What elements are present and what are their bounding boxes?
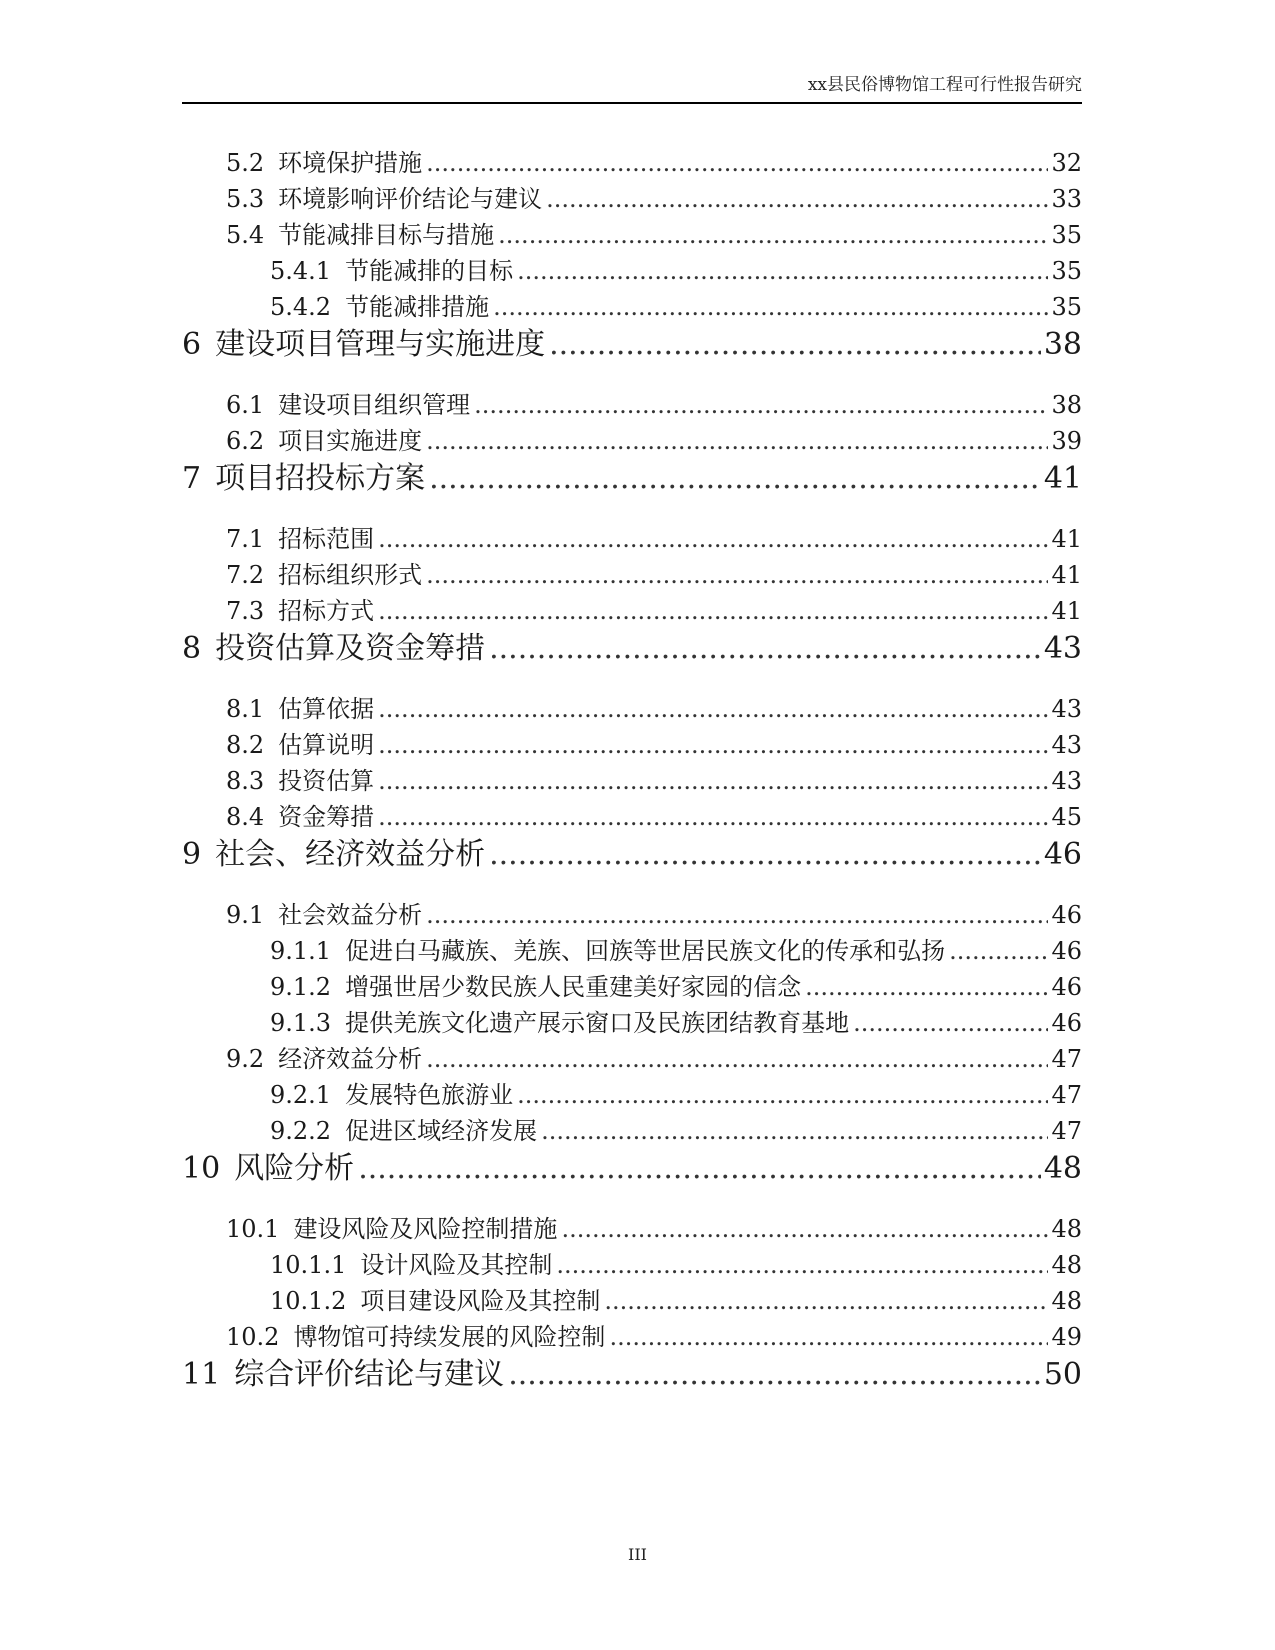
toc-entry-title: 促进白马藏族、羌族、回族等世居民族文化的传承和弘扬 <box>345 937 946 965</box>
toc-dot-leader <box>378 727 1048 763</box>
toc-entry[interactable] <box>182 763 1082 799</box>
toc-entry-title: 项目招投标方案 <box>215 461 426 496</box>
toc-entry[interactable] <box>182 1041 1082 1077</box>
toc-entry[interactable] <box>182 799 1082 835</box>
toc-entry-page: 48 <box>1051 1251 1082 1279</box>
toc-entry-page: 48 <box>1051 1215 1082 1243</box>
toc-dot-leader <box>426 557 1048 593</box>
toc-entry-title: 招标方式 <box>278 597 375 625</box>
toc-entry-number: 11 <box>182 1357 221 1392</box>
toc-entry-title: 综合评价结论与建议 <box>234 1357 505 1392</box>
toc-dot-leader <box>561 1211 1048 1247</box>
toc-entry-title: 促进区域经济发展 <box>345 1117 538 1145</box>
toc-dot-leader <box>378 763 1048 799</box>
toc-entry-title: 环境影响评价结论与建议 <box>278 185 543 213</box>
toc-entry[interactable] <box>182 1005 1082 1041</box>
toc-entry-title: 社会、经济效益分析 <box>215 837 486 872</box>
toc-entry-number: 8.2 <box>226 731 265 759</box>
toc-dot-leader <box>426 897 1048 933</box>
toc-entry-number: 7.1 <box>226 525 265 553</box>
toc-entry-page: 43 <box>1043 631 1082 666</box>
toc-entry[interactable] <box>182 1283 1082 1319</box>
toc-entry-number: 8 <box>182 631 202 666</box>
toc-dot-leader <box>378 691 1048 727</box>
toc-dot-leader <box>426 1041 1048 1077</box>
toc-entry-title: 节能减排的目标 <box>345 257 514 285</box>
toc-entry-number: 6.1 <box>226 391 265 419</box>
toc-dot-leader <box>549 325 1041 365</box>
toc-entry-number: 8.1 <box>226 695 265 723</box>
toc-entry-number: 10.1 <box>226 1215 280 1243</box>
toc-dot-leader <box>429 459 1041 499</box>
toc-entry-title: 招标组织形式 <box>278 561 423 589</box>
toc-entry-title: 节能减排目标与措施 <box>278 221 495 249</box>
toc-entry[interactable] <box>182 933 1082 969</box>
toc-entry-page: 46 <box>1051 973 1082 1001</box>
toc-dot-leader <box>489 629 1041 669</box>
toc-entry-number: 5.4 <box>226 221 265 249</box>
toc-dot-leader <box>949 933 1048 969</box>
toc-entry-number: 7.3 <box>226 597 265 625</box>
toc-dot-leader <box>609 1319 1048 1355</box>
toc-entry[interactable] <box>182 459 1082 499</box>
toc-entry-number: 5.2 <box>226 149 265 177</box>
toc-entry-title: 社会效益分析 <box>278 901 423 929</box>
toc-entry-title: 投资估算 <box>278 767 375 795</box>
toc-entry-number: 9 <box>182 837 202 872</box>
toc-entry-number: 10.1.1 <box>270 1251 347 1279</box>
toc-entry-number: 5.4.1 <box>270 257 332 285</box>
toc-entry-number: 10.1.2 <box>270 1287 347 1315</box>
toc-entry-title: 博物馆可持续发展的风险控制 <box>293 1323 606 1351</box>
toc-entry-page: 47 <box>1051 1081 1082 1109</box>
toc-entry-page: 43 <box>1051 695 1082 723</box>
toc-entry[interactable] <box>182 1149 1082 1189</box>
toc-entry[interactable] <box>182 423 1082 459</box>
toc-entry[interactable] <box>182 1113 1082 1149</box>
toc-entry[interactable] <box>182 521 1082 557</box>
toc-entry-number: 9.1 <box>226 901 265 929</box>
toc-entry-page: 47 <box>1051 1117 1082 1145</box>
toc-entry-number: 5.3 <box>226 185 265 213</box>
toc-dot-leader <box>517 253 1048 289</box>
toc-entry[interactable] <box>182 387 1082 423</box>
toc-entry-number: 8.3 <box>226 767 265 795</box>
toc-entry-page: 43 <box>1051 731 1082 759</box>
toc-entry[interactable] <box>182 289 1082 325</box>
toc-entry-title: 设计风险及其控制 <box>360 1251 553 1279</box>
toc-entry[interactable] <box>182 897 1082 933</box>
toc-entry[interactable] <box>182 325 1082 365</box>
toc-entry[interactable] <box>182 145 1082 181</box>
toc-entry-page: 49 <box>1051 1323 1082 1351</box>
toc-entry-number: 9.1.2 <box>270 973 332 1001</box>
toc-dot-leader <box>378 521 1048 557</box>
toc-entry-title: 资金筹措 <box>278 803 375 831</box>
toc-dot-leader <box>546 181 1048 217</box>
header-title: xx县民俗博物馆工程可行性报告研究 <box>807 75 1082 95</box>
table-of-contents <box>182 145 1082 1417</box>
toc-entry-page: 46 <box>1051 901 1082 929</box>
toc-entry-title: 建设项目管理与实施进度 <box>215 327 546 362</box>
toc-entry-title: 建设项目组织管理 <box>278 391 471 419</box>
toc-entry-page: 47 <box>1051 1045 1082 1073</box>
toc-dot-leader <box>517 1077 1048 1113</box>
toc-entry-page: 46 <box>1051 1009 1082 1037</box>
toc-entry-title: 建设风险及风险控制措施 <box>293 1215 558 1243</box>
toc-entry[interactable] <box>182 1211 1082 1247</box>
toc-entry[interactable] <box>182 969 1082 1005</box>
toc-entry[interactable] <box>182 629 1082 669</box>
toc-dot-leader <box>508 1355 1041 1395</box>
toc-entry-page: 43 <box>1051 767 1082 795</box>
toc-entry[interactable] <box>182 557 1082 593</box>
toc-dot-leader <box>853 1005 1048 1041</box>
toc-entry-title: 增强世居少数民族人民重建美好家园的信念 <box>345 973 802 1001</box>
toc-dot-leader <box>498 217 1048 253</box>
toc-entry-number: 9.1.3 <box>270 1009 332 1037</box>
toc-entry-number: 7.2 <box>226 561 265 589</box>
toc-entry-title: 提供羌族文化遗产展示窗口及民族团结教育基地 <box>345 1009 850 1037</box>
toc-entry-page: 41 <box>1051 525 1082 553</box>
toc-dot-leader <box>426 145 1048 181</box>
toc-entry-number: 7 <box>182 461 202 496</box>
toc-dot-leader <box>378 593 1048 629</box>
toc-entry[interactable] <box>182 217 1082 253</box>
toc-dot-leader <box>489 835 1041 875</box>
toc-entry-number: 9.1.1 <box>270 937 332 965</box>
toc-dot-leader <box>604 1283 1048 1319</box>
toc-dot-leader <box>426 423 1048 459</box>
toc-entry-title: 风险分析 <box>234 1151 355 1186</box>
toc-entry-title: 发展特色旅游业 <box>345 1081 514 1109</box>
toc-entry-page: 32 <box>1051 149 1082 177</box>
toc-entry[interactable] <box>182 181 1082 217</box>
toc-dot-leader <box>378 799 1048 835</box>
toc-entry-page: 48 <box>1051 1287 1082 1315</box>
toc-entry-page: 35 <box>1051 293 1082 321</box>
running-header <box>182 68 1082 104</box>
toc-entry-number: 6.2 <box>226 427 265 455</box>
toc-dot-leader <box>541 1113 1048 1149</box>
toc-entry-page: 38 <box>1051 391 1082 419</box>
toc-entry-number: 9.2.1 <box>270 1081 332 1109</box>
toc-entry-title: 招标范围 <box>278 525 375 553</box>
toc-entry-number: 6 <box>182 327 202 362</box>
toc-entry-page: 41 <box>1051 561 1082 589</box>
toc-entry-page: 45 <box>1051 803 1082 831</box>
toc-entry[interactable] <box>182 727 1082 763</box>
toc-entry-page: 39 <box>1051 427 1082 455</box>
toc-entry-page: 38 <box>1043 327 1082 362</box>
toc-dot-leader <box>358 1149 1041 1189</box>
toc-entry-title: 节能减排措施 <box>345 293 490 321</box>
toc-entry-number: 10 <box>182 1151 221 1186</box>
toc-dot-leader <box>474 387 1048 423</box>
toc-entry-title: 环境保护措施 <box>278 149 423 177</box>
toc-entry[interactable] <box>182 593 1082 629</box>
toc-dot-leader <box>493 289 1048 325</box>
toc-entry-number: 5.4.2 <box>270 293 332 321</box>
toc-entry-number: 8.4 <box>226 803 265 831</box>
toc-entry-title: 投资估算及资金筹措 <box>215 631 486 666</box>
toc-entry-page: 46 <box>1051 937 1082 965</box>
toc-entry[interactable] <box>182 253 1082 289</box>
toc-entry[interactable] <box>182 691 1082 727</box>
toc-entry-page: 46 <box>1043 837 1082 872</box>
toc-entry-title: 估算依据 <box>278 695 375 723</box>
toc-entry-page: 41 <box>1043 461 1082 496</box>
toc-dot-leader <box>805 969 1048 1005</box>
toc-entry[interactable] <box>182 1247 1082 1283</box>
toc-entry[interactable] <box>182 835 1082 875</box>
toc-entry-page: 35 <box>1051 257 1082 285</box>
toc-entry[interactable] <box>182 1319 1082 1355</box>
toc-entry-title: 估算说明 <box>278 731 375 759</box>
toc-entry-page: 50 <box>1043 1357 1082 1392</box>
toc-entry-number: 9.2 <box>226 1045 265 1073</box>
toc-entry-title: 项目建设风险及其控制 <box>360 1287 601 1315</box>
toc-entry[interactable] <box>182 1077 1082 1113</box>
toc-dot-leader <box>556 1247 1048 1283</box>
toc-entry-page: 48 <box>1043 1151 1082 1186</box>
page-footer <box>0 1545 1275 1564</box>
page-number: III <box>628 1545 647 1564</box>
toc-entry-number: 10.2 <box>226 1323 280 1351</box>
toc-entry-page: 35 <box>1051 221 1082 249</box>
toc-entry-page: 33 <box>1051 185 1082 213</box>
toc-entry[interactable] <box>182 1355 1082 1395</box>
toc-entry-page: 41 <box>1051 597 1082 625</box>
toc-entry-title: 经济效益分析 <box>278 1045 423 1073</box>
toc-entry-title: 项目实施进度 <box>278 427 423 455</box>
toc-entry-number: 9.2.2 <box>270 1117 332 1145</box>
